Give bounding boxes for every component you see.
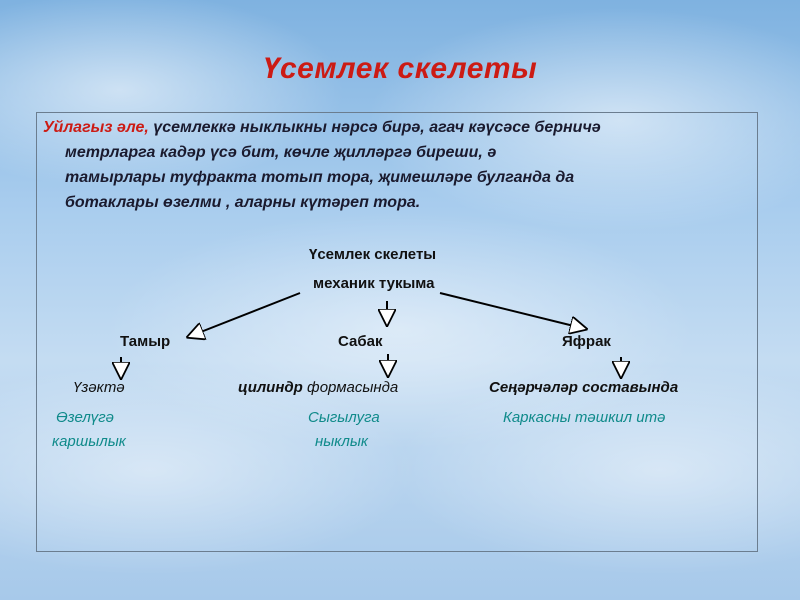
arrow-to-tamyr bbox=[188, 293, 300, 337]
detail-sabak-extra: формасында bbox=[302, 379, 399, 396]
intro-line-2: метрларга кадәр үсә бит, көчле җилләргә биреши, ә bbox=[65, 144, 497, 161]
branch-sabak: Сабак bbox=[338, 333, 383, 350]
arrow-to-yafrak bbox=[440, 293, 586, 329]
property-sabak-line-2: ныклык bbox=[315, 433, 368, 450]
intro-line-3: тамырлары туфракта тотып тора, җимешләре булганда да bbox=[65, 169, 575, 186]
property-tamyr-line-1: Өзелүгә bbox=[56, 409, 115, 426]
property-sabak-line-1: Сыгылуга bbox=[308, 409, 380, 426]
intro-line-1-rest: үсемлеккә ныклыкны нәрсә бирә, агач кәүсәсе берничә bbox=[148, 119, 601, 136]
detail-sabak-main: цилиндр bbox=[238, 379, 303, 396]
slide-title: Үсемлек скелеты bbox=[262, 52, 538, 85]
diagram-root-title: Үсемлек скелеты bbox=[309, 246, 437, 263]
property-yafrak-line-1: Каркасны тәшкил итә bbox=[503, 409, 666, 426]
diagram-root-subtitle: механик тукыма bbox=[313, 275, 435, 292]
property-tamyr-line-2: каршылык bbox=[52, 433, 126, 450]
detail-sabak bbox=[238, 379, 398, 396]
branch-yafrak: Яфрак bbox=[562, 333, 611, 350]
branch-tamyr: Тамыр bbox=[120, 333, 171, 350]
detail-yafrak: Сеңәрчәләр составында bbox=[489, 379, 679, 396]
intro-line-4: ботаклары өзелми , аларны күтәреп тора. bbox=[65, 194, 421, 211]
intro-highlight: Уйлагыз әле, bbox=[43, 119, 149, 136]
detail-tamyr: Үзәктә bbox=[73, 379, 125, 396]
